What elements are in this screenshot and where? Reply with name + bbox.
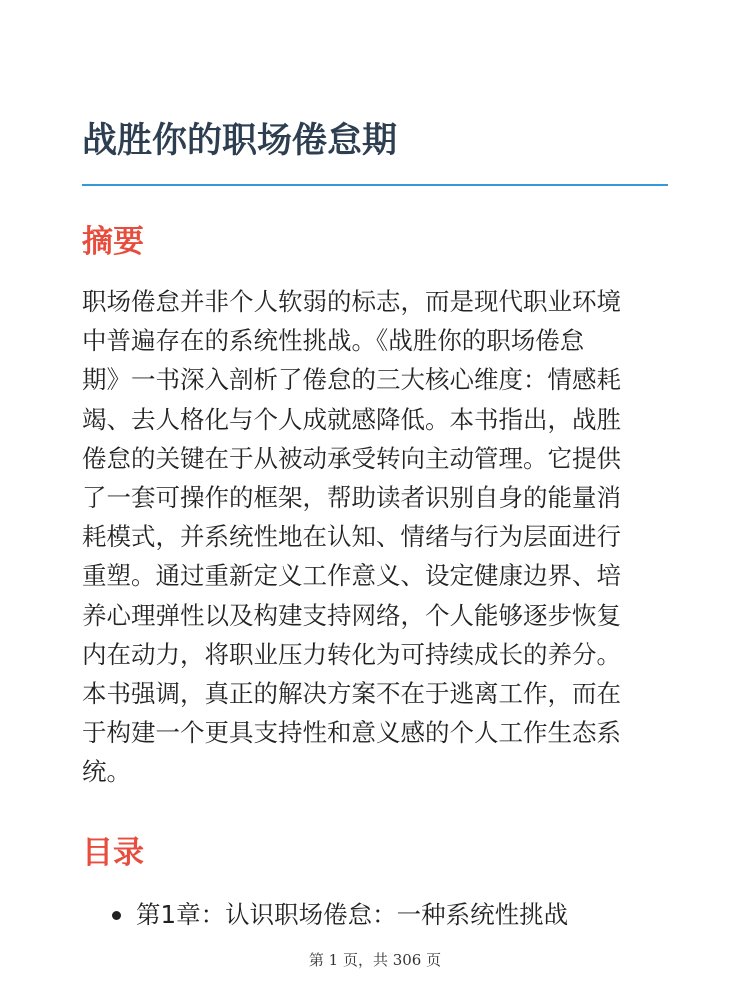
summary-line: 耗模式，并系统性地在认知、情绪与行为层面进行	[82, 522, 621, 552]
toc-list	[82, 895, 568, 935]
summary-paragraph	[82, 282, 674, 792]
summary-line: 中普遍存在的系统性挑战。《战胜你的职场倦怠	[82, 326, 585, 356]
summary-line: 了一套可操作的框架，帮助读者识别自身的能量消	[82, 483, 621, 513]
page-number-footer: 第 1 页，共 306 页	[308, 951, 442, 969]
toc-item[interactable]	[82, 895, 568, 935]
toc-heading: 目录	[82, 835, 144, 871]
summary-line: 内在动力，将职业压力转化为可持续成长的养分。	[82, 639, 621, 669]
summary-line: 养心理弹性以及构建支持网络，个人能够逐步恢复	[82, 600, 621, 630]
summary-line: 于构建一个更具支持性和意义感的个人工作生态系	[82, 718, 621, 748]
summary-line: 职场倦怠并非个人软弱的标志，而是现代职业环境	[82, 287, 621, 316]
document-title: 战胜你的职场倦怠期	[82, 121, 398, 161]
summary-line: 重塑。通过重新定义工作意义、设定健康边界、培	[82, 561, 621, 591]
summary-line: 本书强调，真正的解决方案不在于逃离工作，而在	[82, 679, 621, 709]
bullet-dot-icon	[112, 911, 121, 920]
title-divider	[82, 184, 668, 186]
summary-heading: 摘要	[82, 224, 144, 260]
summary-line: 统。	[82, 757, 131, 787]
toc-item-label: 第1章：认识职场倦怠：一种系统性挑战	[136, 900, 569, 929]
summary-line: 期》一书深入剖析了倦怠的三大核心维度：情感耗	[82, 365, 621, 395]
summary-line: 竭、去人格化与个人成就感降低。本书指出，战胜	[82, 404, 621, 434]
summary-line: 倦怠的关键在于从被动承受转向主动管理。它提供	[82, 443, 621, 473]
